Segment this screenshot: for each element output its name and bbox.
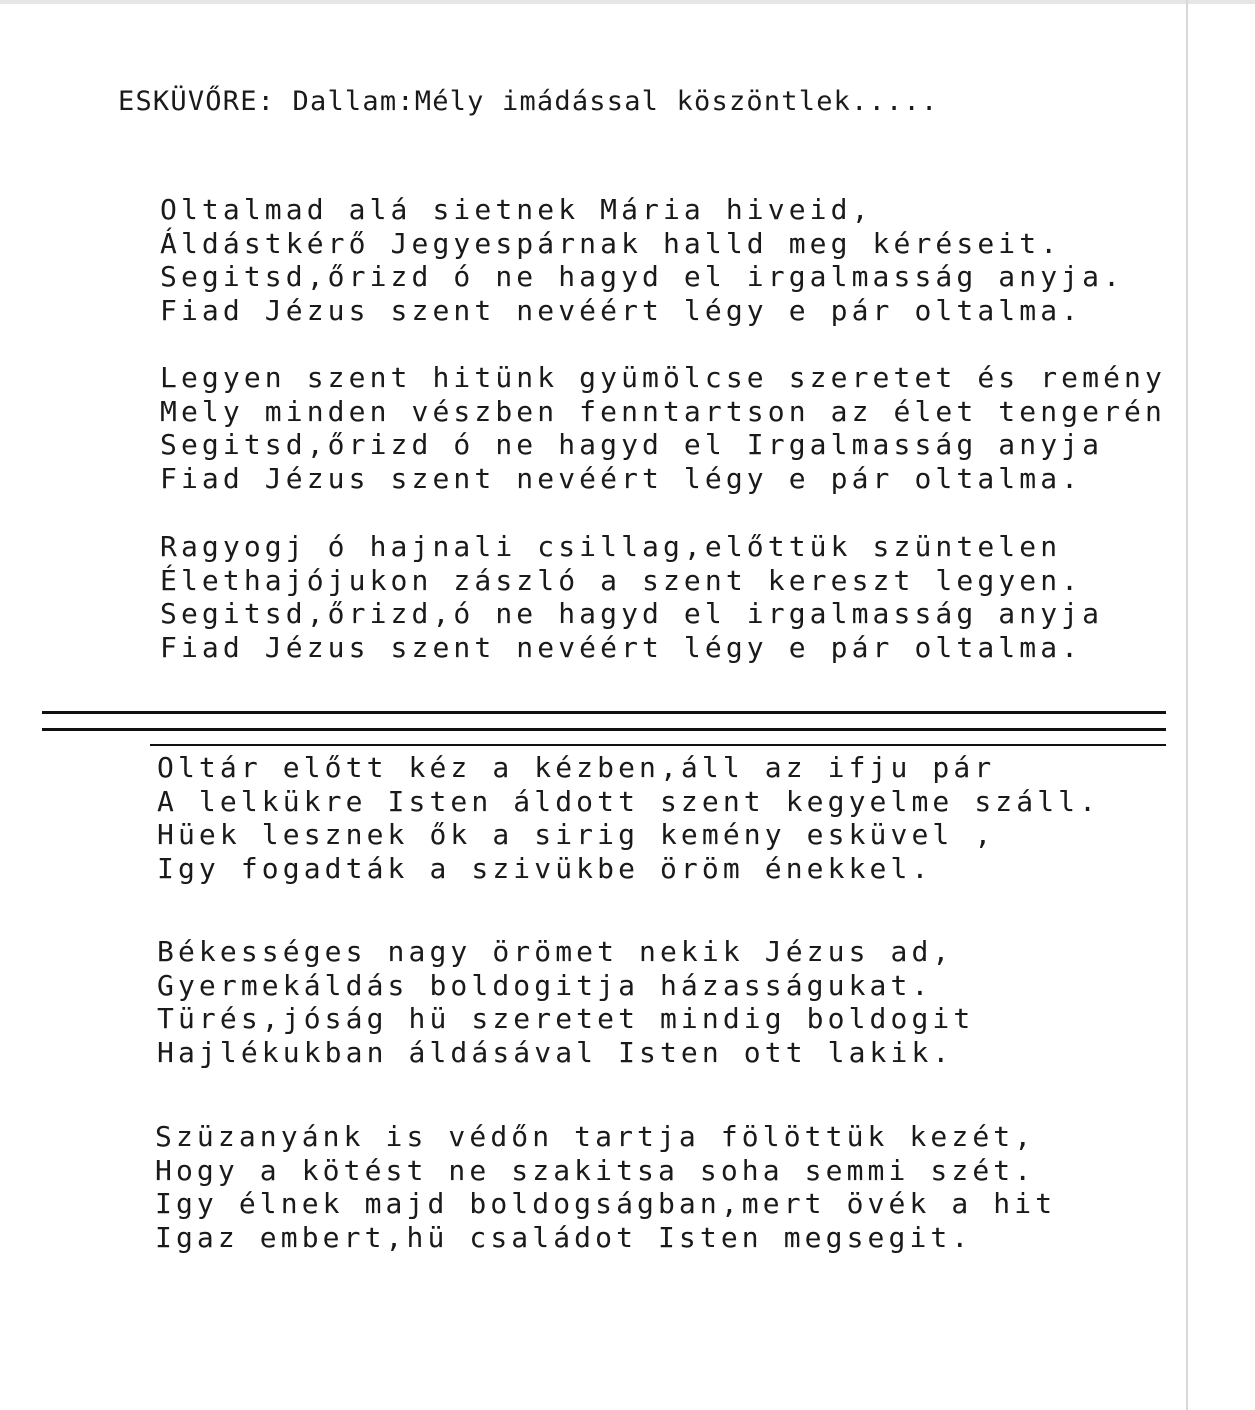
verse-line: Oltalmad alá sietnek Mária hiveid, [160,193,873,226]
page-right-edge [1186,0,1188,1410]
verse-line: Segitsd,őrizd ó ne hagyd el Irgalmasság anyja [160,428,1104,461]
verse-line: Hüek lesznek ők a sirig kemény esküvel , [157,818,996,851]
verse-line: Fiad Jézus szent nevéért légy e pár oltalma. [160,293,1083,327]
stanza-6 [155,1120,1056,1254]
stanza-4 [157,751,1100,885]
verse-line: Hogy a kötést ne szakitsa soha semmi szét. [155,1153,1036,1187]
song-title: ESKÜVŐRE: Dallam:Mély imádással köszöntlek..... [118,86,939,117]
verse-line: Fiad Jézus szent nevéért légy e pár oltalma. [160,461,1083,495]
stanza-3 [160,530,1103,664]
verse-line: Hajlékukban áldásával Isten ott lakik. [157,1035,954,1069]
verse-line: Igy élnek majd boldogságban,mert övék a hit [155,1187,1057,1220]
verse-line: Igy fogadták a szivükbe öröm énekkel. [157,851,933,885]
verse-line: Békességes nagy örömet nekik Jézus ad, [157,935,954,968]
divider-rule [42,711,1166,714]
verse-line: Áldástkérő Jegyespárnak halld meg kéréseit. [160,226,1062,260]
verse-line: Szüzanyánk is védőn tartja fölöttük kezét, [155,1120,1036,1153]
upper-section [0,0,1168,700]
verse-line: Gyermekáldás boldogitja házasságukat. [157,968,933,1002]
stanza-5 [157,935,974,1069]
verse-line: Fiad Jézus szent nevéért légy e pár oltalma. [160,630,1083,664]
verse-line: Igaz embert,hü családot Isten megsegit. [155,1220,973,1254]
verse-line: Oltár előtt kéz a kézben,áll az ifju pár [157,751,996,784]
stanza-1 [160,193,1124,327]
verse-line: Segitsd,őrizd,ó ne hagyd el irgalmasság anyja [160,597,1104,630]
verse-line: Mely minden vészben fenntartson az élet tengerén [160,394,1166,428]
verse-line: A lelkükre Isten áldott szent kegyelme száll. [157,784,1101,818]
verse-line: Ragyogj ó hajnali csillag,előttük szüntelen [160,530,1062,563]
verse-line: Türés,jóság hü szeretet mindig boldogit [157,1002,975,1035]
verse-line: Legyen szent hitünk gyümölcse szeretet és remény [160,361,1166,394]
divider-rule [42,728,1166,731]
verse-line: Élethajójukon zászló a szent kereszt legyen. [160,563,1083,597]
divider-rule [150,744,1166,746]
verse-line: Segitsd,őrizd ó ne hagyd el irgalmasság anyja. [160,260,1125,293]
stanza-2 [160,361,1166,495]
